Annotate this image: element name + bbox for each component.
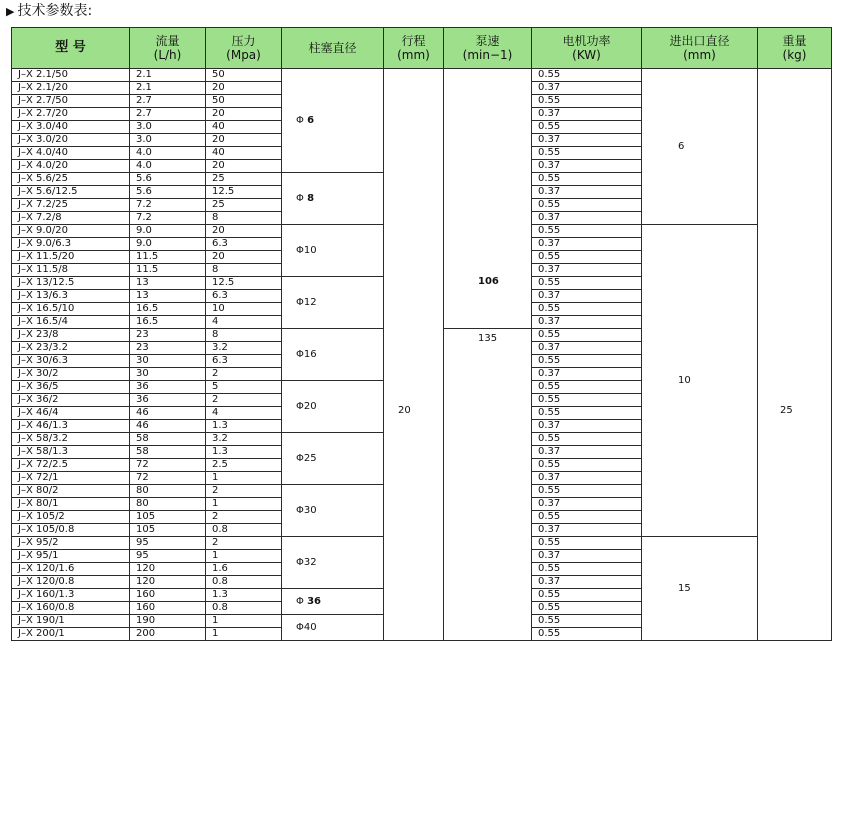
- model-cell: J–X 80/1: [12, 498, 130, 511]
- motor-power-cell: 0.37: [532, 368, 642, 381]
- port-diameter-cell: 15: [642, 537, 758, 641]
- motor-power-cell: 0.55: [532, 407, 642, 420]
- model-cell: J–X 30/2: [12, 368, 130, 381]
- spec-table: [11, 27, 832, 641]
- model-cell: J–X 120/0.8: [12, 576, 130, 589]
- motor-power-cell: 0.55: [532, 329, 642, 342]
- pressure-cell: 3.2: [206, 342, 282, 355]
- motor-power-cell: 0.55: [532, 511, 642, 524]
- plunger-diameter-value: 20: [303, 400, 317, 412]
- flow-cell: 120: [130, 563, 206, 576]
- flow-cell: 23: [130, 342, 206, 355]
- pressure-cell: 1: [206, 498, 282, 511]
- pressure-cell: 20: [206, 82, 282, 95]
- motor-power-cell: 0.55: [532, 563, 642, 576]
- diameter-symbol: Φ: [296, 348, 304, 360]
- flow-cell: 23: [130, 329, 206, 342]
- header-port-diameter-unit: (mm): [683, 48, 716, 62]
- motor-power-cell: 0.37: [532, 576, 642, 589]
- model-cell: J–X 5.6/12.5: [12, 186, 130, 199]
- pressure-cell: 2: [206, 511, 282, 524]
- flow-cell: 16.5: [130, 303, 206, 316]
- pressure-cell: 4: [206, 316, 282, 329]
- flow-cell: 5.6: [130, 186, 206, 199]
- flow-cell: 105: [130, 524, 206, 537]
- diameter-symbol: Φ: [296, 504, 304, 516]
- plunger-diameter-value: 32: [303, 556, 317, 568]
- motor-power-cell: 0.55: [532, 628, 642, 641]
- header-motor-power-label: 电机功率: [562, 34, 611, 48]
- header-pressure-label: 压力: [231, 34, 256, 48]
- pressure-cell: 0.8: [206, 524, 282, 537]
- port-diameter-cell: 10: [642, 225, 758, 537]
- model-cell: J–X 3.0/40: [12, 121, 130, 134]
- flow-cell: 2.7: [130, 95, 206, 108]
- model-cell: J–X 200/1: [12, 628, 130, 641]
- model-cell: J–X 23/8: [12, 329, 130, 342]
- pressure-cell: 25: [206, 199, 282, 212]
- model-cell: J–X 16.5/4: [12, 316, 130, 329]
- header-weight-label: 重量: [782, 34, 807, 48]
- flow-cell: 9.0: [130, 238, 206, 251]
- pressure-cell: 2: [206, 485, 282, 498]
- triangle-bullet-icon: ▶: [6, 5, 15, 18]
- motor-power-cell: 0.37: [532, 134, 642, 147]
- diameter-symbol: Φ: [296, 556, 304, 568]
- model-cell: J–X 190/1: [12, 615, 130, 628]
- motor-power-cell: 0.37: [532, 316, 642, 329]
- diameter-symbol: Φ: [296, 192, 308, 204]
- pressure-cell: 6.3: [206, 238, 282, 251]
- pressure-cell: 20: [206, 225, 282, 238]
- pressure-cell: 2: [206, 368, 282, 381]
- motor-power-cell: 0.55: [532, 537, 642, 550]
- motor-power-cell: 0.55: [532, 225, 642, 238]
- plunger-diameter-value: 12: [303, 296, 317, 308]
- pressure-cell: 2: [206, 537, 282, 550]
- pressure-cell: 20: [206, 134, 282, 147]
- plunger-diameter-cell: [282, 69, 384, 173]
- pressure-cell: 40: [206, 147, 282, 160]
- flow-cell: 58: [130, 446, 206, 459]
- model-cell: J–X 58/1.3: [12, 446, 130, 459]
- motor-power-cell: 0.55: [532, 433, 642, 446]
- header-motor-power: [532, 28, 642, 69]
- motor-power-cell: 0.55: [532, 277, 642, 290]
- header-plunger-diameter-label: 柱塞直径: [308, 41, 357, 55]
- model-cell: J–X 5.6/25: [12, 173, 130, 186]
- pressure-cell: 12.5: [206, 277, 282, 290]
- flow-cell: 13: [130, 277, 206, 290]
- header-flow-unit: (L/h): [153, 48, 182, 62]
- model-cell: J–X 7.2/25: [12, 199, 130, 212]
- pressure-cell: 40: [206, 121, 282, 134]
- pump-speed-cell: [444, 69, 532, 329]
- page-title: [6, 3, 92, 20]
- model-cell: J–X 3.0/20: [12, 134, 130, 147]
- motor-power-cell: 0.37: [532, 82, 642, 95]
- motor-power-cell: 0.55: [532, 459, 642, 472]
- pressure-cell: 8: [206, 329, 282, 342]
- pressure-cell: 20: [206, 160, 282, 173]
- plunger-diameter-value: 25: [303, 452, 317, 464]
- pressure-cell: 1: [206, 550, 282, 563]
- model-cell: J–X 4.0/20: [12, 160, 130, 173]
- flow-cell: 5.6: [130, 173, 206, 186]
- pressure-cell: 0.8: [206, 602, 282, 615]
- model-cell: J–X 72/1: [12, 472, 130, 485]
- flow-cell: 160: [130, 602, 206, 615]
- pump-speed-value: 106: [478, 276, 499, 287]
- pressure-cell: 20: [206, 108, 282, 121]
- header-stroke: [384, 28, 444, 69]
- motor-power-cell: 0.37: [532, 420, 642, 433]
- pressure-cell: 8: [206, 264, 282, 277]
- model-cell: J–X 46/4: [12, 407, 130, 420]
- diameter-symbol: Φ: [296, 296, 304, 308]
- plunger-diameter-value: 30: [303, 504, 317, 516]
- motor-power-cell: 0.37: [532, 550, 642, 563]
- pressure-cell: 0.8: [206, 576, 282, 589]
- header-pressure-unit: (Mpa): [226, 48, 261, 62]
- model-cell: J–X 9.0/6.3: [12, 238, 130, 251]
- pressure-cell: 8: [206, 212, 282, 225]
- flow-cell: 3.0: [130, 134, 206, 147]
- pressure-cell: 1.3: [206, 446, 282, 459]
- pressure-cell: 5: [206, 381, 282, 394]
- model-cell: J–X 13/12.5: [12, 277, 130, 290]
- model-cell: J–X 36/2: [12, 394, 130, 407]
- plunger-diameter-value: 8: [307, 192, 315, 204]
- model-cell: J–X 160/0.8: [12, 602, 130, 615]
- motor-power-cell: 0.55: [532, 602, 642, 615]
- model-cell: J–X 7.2/8: [12, 212, 130, 225]
- diameter-symbol: Φ: [296, 621, 304, 633]
- spec-table-body: [12, 69, 832, 641]
- motor-power-cell: 0.37: [532, 186, 642, 199]
- pressure-cell: 3.2: [206, 433, 282, 446]
- pressure-cell: 10: [206, 303, 282, 316]
- pressure-cell: 2: [206, 394, 282, 407]
- pump-speed-value: 135: [478, 333, 498, 344]
- flow-cell: 36: [130, 381, 206, 394]
- model-cell: J–X 16.5/10: [12, 303, 130, 316]
- flow-cell: 13: [130, 290, 206, 303]
- header-port-diameter: [642, 28, 758, 69]
- pressure-cell: 12.5: [206, 186, 282, 199]
- plunger-diameter-cell: [282, 381, 384, 433]
- flow-cell: 190: [130, 615, 206, 628]
- pressure-cell: 2.5: [206, 459, 282, 472]
- model-cell: J–X 105/0.8: [12, 524, 130, 537]
- plunger-diameter-value: 6: [307, 114, 315, 126]
- header-stroke-unit: (mm): [397, 48, 430, 62]
- motor-power-cell: 0.37: [532, 264, 642, 277]
- motor-power-cell: 0.55: [532, 173, 642, 186]
- model-cell: J–X 105/2: [12, 511, 130, 524]
- flow-cell: 2.1: [130, 69, 206, 82]
- model-cell: J–X 95/2: [12, 537, 130, 550]
- flow-cell: 30: [130, 368, 206, 381]
- flow-cell: 95: [130, 550, 206, 563]
- pump-speed-cell: [444, 329, 532, 641]
- motor-power-cell: 0.55: [532, 121, 642, 134]
- plunger-diameter-value: 10: [303, 244, 317, 256]
- motor-power-cell: 0.55: [532, 147, 642, 160]
- flow-cell: 95: [130, 537, 206, 550]
- plunger-diameter-cell: [282, 433, 384, 485]
- motor-power-cell: 0.55: [532, 69, 642, 82]
- flow-cell: 36: [130, 394, 206, 407]
- flow-cell: 80: [130, 485, 206, 498]
- flow-cell: 30: [130, 355, 206, 368]
- header-pressure: [206, 28, 282, 69]
- motor-power-cell: 0.55: [532, 589, 642, 602]
- model-cell: J–X 11.5/20: [12, 251, 130, 264]
- header-motor-power-unit: (KW): [572, 48, 601, 62]
- flow-cell: 120: [130, 576, 206, 589]
- spec-table-header: [12, 28, 832, 69]
- pressure-cell: 1: [206, 628, 282, 641]
- plunger-diameter-value: 36: [307, 595, 321, 607]
- motor-power-cell: 0.55: [532, 95, 642, 108]
- stroke-cell: 20: [384, 69, 444, 641]
- header-port-diameter-label: 进出口直径: [669, 34, 730, 48]
- pressure-cell: 1.6: [206, 563, 282, 576]
- flow-cell: 160: [130, 589, 206, 602]
- pressure-cell: 50: [206, 95, 282, 108]
- pressure-cell: 6.3: [206, 355, 282, 368]
- header-pump-speed-label: 泵速: [475, 34, 500, 48]
- motor-power-cell: 0.37: [532, 212, 642, 225]
- model-cell: J–X 95/1: [12, 550, 130, 563]
- plunger-diameter-cell: [282, 173, 384, 225]
- model-cell: J–X 23/3.2: [12, 342, 130, 355]
- plunger-diameter-cell: [282, 329, 384, 381]
- motor-power-cell: 0.37: [532, 108, 642, 121]
- header-flow-label: 流量: [155, 34, 180, 48]
- model-cell: J–X 46/1.3: [12, 420, 130, 433]
- motor-power-cell: 0.55: [532, 199, 642, 212]
- model-cell: J–X 9.0/20: [12, 225, 130, 238]
- header-model-label: 型 号: [55, 40, 86, 55]
- model-cell: J–X 4.0/40: [12, 147, 130, 160]
- flow-cell: 11.5: [130, 251, 206, 264]
- model-cell: J–X 36/5: [12, 381, 130, 394]
- flow-cell: 2.1: [130, 82, 206, 95]
- model-cell: J–X 80/2: [12, 485, 130, 498]
- header-stroke-label: 行程: [401, 34, 426, 48]
- plunger-diameter-cell: [282, 277, 384, 329]
- pressure-cell: 1.3: [206, 420, 282, 433]
- motor-power-cell: 0.37: [532, 238, 642, 251]
- flow-cell: 72: [130, 459, 206, 472]
- plunger-diameter-cell: [282, 225, 384, 277]
- motor-power-cell: 0.37: [532, 524, 642, 537]
- model-cell: J–X 72/2.5: [12, 459, 130, 472]
- plunger-diameter-cell: [282, 537, 384, 589]
- header-row: [12, 28, 832, 69]
- motor-power-cell: 0.37: [532, 342, 642, 355]
- flow-cell: 2.7: [130, 108, 206, 121]
- flow-cell: 3.0: [130, 121, 206, 134]
- header-model: [12, 28, 130, 69]
- page-title-text: 技术参数表:: [17, 3, 93, 19]
- header-weight: [758, 28, 832, 69]
- flow-cell: 7.2: [130, 199, 206, 212]
- model-cell: J–X 120/1.6: [12, 563, 130, 576]
- header-weight-unit: (kg): [782, 48, 807, 62]
- flow-cell: 72: [130, 472, 206, 485]
- model-cell: J–X 2.1/50: [12, 69, 130, 82]
- motor-power-cell: 0.37: [532, 160, 642, 173]
- plunger-diameter-cell: [282, 615, 384, 641]
- pressure-cell: 50: [206, 69, 282, 82]
- model-cell: J–X 13/6.3: [12, 290, 130, 303]
- pressure-cell: 1: [206, 472, 282, 485]
- motor-power-cell: 0.55: [532, 355, 642, 368]
- table-row: [12, 69, 832, 82]
- flow-cell: 4.0: [130, 160, 206, 173]
- flow-cell: 7.2: [130, 212, 206, 225]
- pressure-cell: 1.3: [206, 589, 282, 602]
- pressure-cell: 25: [206, 173, 282, 186]
- flow-cell: 11.5: [130, 264, 206, 277]
- motor-power-cell: 0.55: [532, 251, 642, 264]
- pressure-cell: 20: [206, 251, 282, 264]
- plunger-diameter-cell: [282, 589, 384, 615]
- model-cell: J–X 30/6.3: [12, 355, 130, 368]
- port-diameter-cell: 6: [642, 69, 758, 225]
- flow-cell: 46: [130, 420, 206, 433]
- header-pump-speed: [444, 28, 532, 69]
- motor-power-cell: 0.37: [532, 446, 642, 459]
- pressure-cell: 4: [206, 407, 282, 420]
- header-pump-speed-unit: (min−1): [462, 48, 513, 62]
- diameter-symbol: Φ: [296, 244, 304, 256]
- flow-cell: 105: [130, 511, 206, 524]
- model-cell: J–X 2.1/20: [12, 82, 130, 95]
- flow-cell: 4.0: [130, 147, 206, 160]
- model-cell: J–X 160/1.3: [12, 589, 130, 602]
- model-cell: J–X 2.7/20: [12, 108, 130, 121]
- flow-cell: 200: [130, 628, 206, 641]
- plunger-diameter-cell: [282, 485, 384, 537]
- flow-cell: 9.0: [130, 225, 206, 238]
- motor-power-cell: 0.37: [532, 290, 642, 303]
- model-cell: J–X 58/3.2: [12, 433, 130, 446]
- diameter-symbol: Φ: [296, 452, 304, 464]
- flow-cell: 80: [130, 498, 206, 511]
- flow-cell: 58: [130, 433, 206, 446]
- header-flow: [130, 28, 206, 69]
- motor-power-cell: 0.55: [532, 303, 642, 316]
- diameter-symbol: Φ: [296, 114, 308, 126]
- flow-cell: 16.5: [130, 316, 206, 329]
- diameter-symbol: Φ: [296, 595, 308, 607]
- pressure-cell: 6.3: [206, 290, 282, 303]
- pressure-cell: 1: [206, 615, 282, 628]
- model-cell: J–X 11.5/8: [12, 264, 130, 277]
- model-cell: J–X 2.7/50: [12, 95, 130, 108]
- motor-power-cell: 0.55: [532, 381, 642, 394]
- motor-power-cell: 0.55: [532, 394, 642, 407]
- diameter-symbol: Φ: [296, 400, 304, 412]
- motor-power-cell: 0.37: [532, 498, 642, 511]
- flow-cell: 46: [130, 407, 206, 420]
- header-plunger-diameter: [282, 28, 384, 69]
- weight-cell: 25: [758, 69, 832, 641]
- motor-power-cell: 0.55: [532, 615, 642, 628]
- plunger-diameter-value: 16: [303, 348, 317, 360]
- motor-power-cell: 0.37: [532, 472, 642, 485]
- plunger-diameter-value: 40: [303, 621, 317, 633]
- motor-power-cell: 0.55: [532, 485, 642, 498]
